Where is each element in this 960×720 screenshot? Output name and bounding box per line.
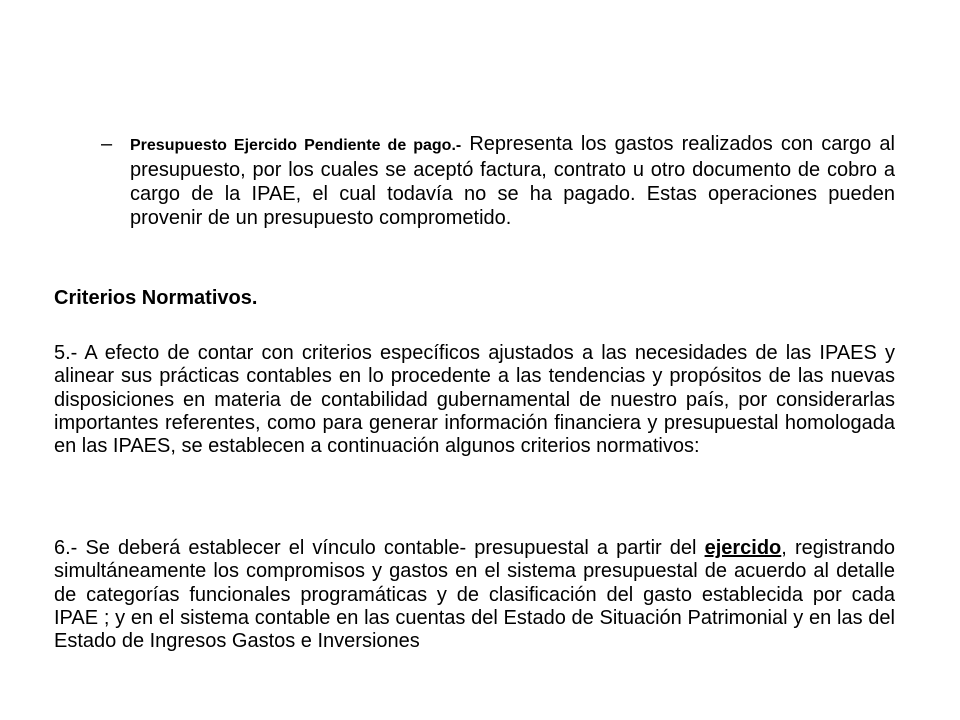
bullet-separator: .- <box>451 137 462 154</box>
bullet-item <box>101 132 895 230</box>
paragraph-6-emphasis: ejercido <box>704 537 782 559</box>
paragraph-5-number: 5 <box>54 342 66 364</box>
bullet-paragraph <box>130 132 895 230</box>
paragraph-5 <box>54 342 895 458</box>
paragraph-6-number: 6 <box>54 537 66 559</box>
paragraph-5-text: .- A efecto de contar con criterios específicos ajustados a las necesidades de las IPAES y alinear sus prácticas contables en lo procedente a las tendencias y propósitos de las nuevas disposiciones en materia de contabilidad gubernamental de nuestro país, por considerarlas importantes referentes, como para generar información financiera y presupuestal homologada en las IPAES, se establecen a continuación algunos criterios normativos: <box>54 342 895 458</box>
paragraph-6-text-before: .- Se deberá establecer el vínculo contable- presupuestal a partir del <box>65 537 705 559</box>
paragraph-6 <box>54 537 895 653</box>
bullet-description: Representa los gastos realizados con cargo al presupuesto, por los cuales se aceptó factura, contrato u otro documento de cobro a cargo de la IPAE, el cual todavía no se ha pagado. Estas operaciones pueden provenir de un presupuesto comprometido. <box>130 133 895 229</box>
dash-bullet-marker: – <box>101 133 113 155</box>
paragraph-6-text-after: , registrando simultáneamente los compromisos y gastos en el sistema presupuestal de acuerdo al detalle de categorías funcionales programáticas y de clasificación del gasto establecida por cada IPAE ; y en el sistema contable en las cuentas del Estado de Situación Patrimonial y en las del Estado de Ingresos Gastos e Inversiones <box>54 537 895 653</box>
bullet-term: Presupuesto Ejercido Pendiente de pago <box>130 137 452 154</box>
section-heading: Criterios Normativos. <box>54 287 258 309</box>
